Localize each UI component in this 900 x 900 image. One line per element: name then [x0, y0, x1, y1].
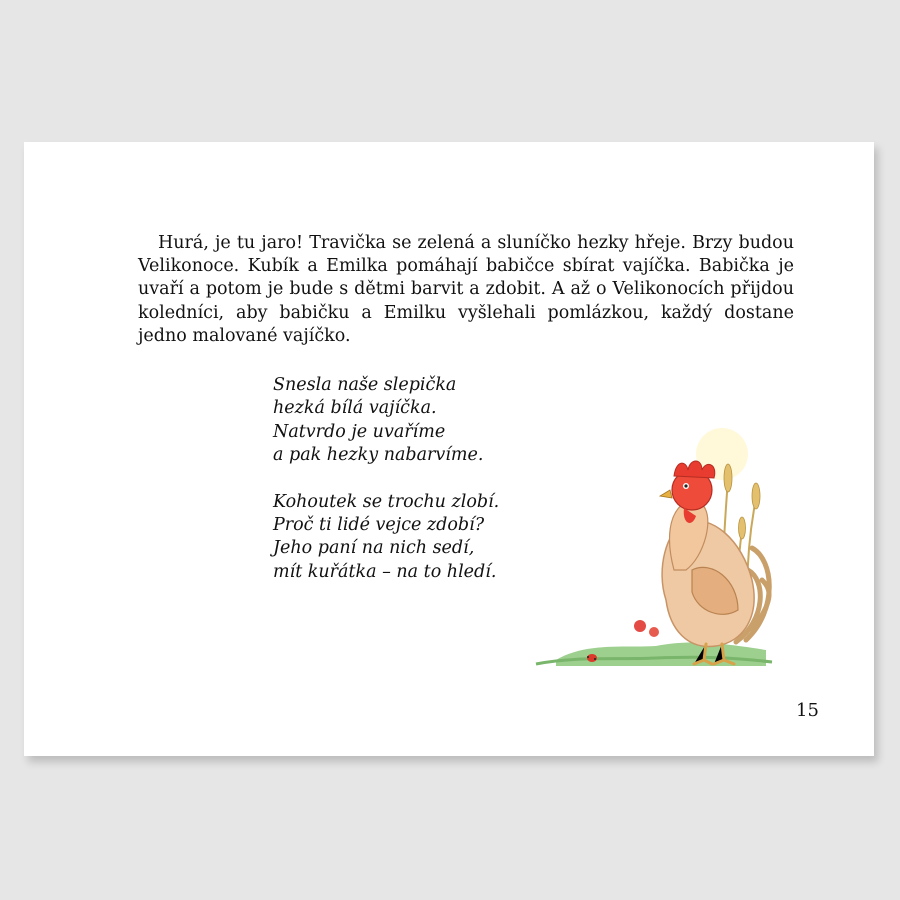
rooster-illustration	[516, 420, 776, 670]
page-number: 15	[796, 700, 819, 721]
poem-line: Natvrdo je uvaříme	[273, 421, 446, 442]
book-page	[24, 142, 874, 756]
poem-line: mít kuřátka – na to hledí.	[273, 561, 497, 582]
poem	[273, 374, 499, 607]
poem-stanza-1	[273, 374, 499, 468]
poem-line: Jeho paní na nich sedí,	[273, 538, 475, 559]
poem-line: a pak hezky nabarvíme.	[273, 445, 484, 466]
poem-line: Snesla naše slepička	[273, 375, 457, 395]
poem-line: Kohoutek se trochu zlobí.	[273, 491, 500, 512]
poem-line: hezká bílá vajíčka.	[273, 398, 437, 419]
story-paragraph: Hurá, je tu jaro! Travička se zelená a sluníčko hezky hřeje. Brzy budou Velikonoce. Kubík a Emilka pomáhají babičce sbírat vajíčka. Babička je uvaří a potom je bude s dětmi barvit a zdobit. A až o Velikonocích přijdou koledníci, aby babičku a Emilku vyšlehali pomlázkou, každý dostane jedno malované vajíčko.	[138, 233, 794, 346]
poem-line: Proč ti lidé vejce zdobí?	[273, 515, 485, 536]
poem-stanza-2	[273, 491, 499, 585]
